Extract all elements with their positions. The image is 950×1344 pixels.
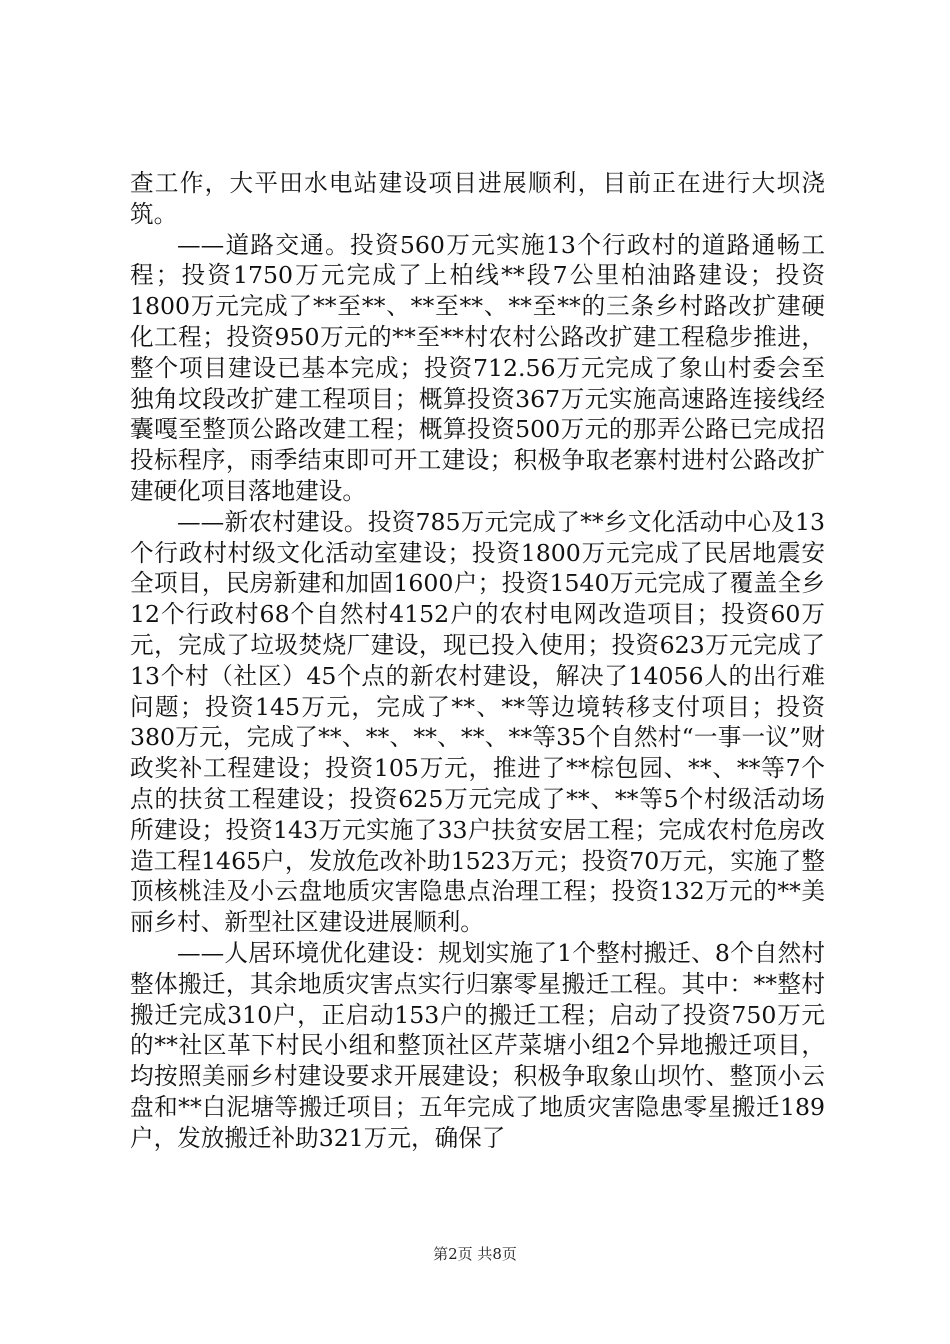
paragraph-new-rural-construction: ——新农村建设。投资785万元完成了**乡文化活动中心及13个行政村村级文化活动室建设；投资1800万元完成了民居地震安全项目，民房新建和加固1600户；投资1540万元完成了覆盖全乡12个行政村68个自然村4152户的农村电网改造项目；投资60万元，完成了垃圾焚烧厂建设，现已投入使用；投资623万元完成了13个村（社区）45个点的新农村建设，解决了14056人的出行难问题；投资145万元，完成了**、**等边境转移支付项目；投资380万元，完成了**、**、**、**、**等35个自然村“一事一议”财政奖补工程建设；投资105万元，推进了**棕包园、**、**等7个点的扶贫工程建设；投资625万元完成了**、**等5个村级活动场所建设；投资143万元实施了33户扶贫安居工程；完成农村危房改造工程1465户，发放危改补助1523万元；投资70万元，实施了整顶核桃洼及小云盘地质灾害隐患点治理工程；投资132万元的**美丽乡村、新型社区建设进展顺利。 [130,507,825,937]
paragraph-road-traffic: ——道路交通。投资560万元实施13个行政村的道路通畅工程；投资1750万元完成了上柏线**段7公里柏油路建设；投资1800万元完成了**至**、**至**、**至**的三条乡村路改扩建硬化工程；投资950万元的**至**村农村公路改扩建工程稳步推进，整个项目建设已基本完成；投资712.56万元完成了象山村委会至独角坟段改扩建工程项目；概算投资367万元实施高速路连接线经囊嘎至整顶公路改建工程；概算投资500万元的那弄公路已完成招投标程序，雨季结束即可开工建设；积极争取老寨村进村公路改扩建硬化项目落地建设。 [130,230,825,505]
document-body [130,168,825,1154]
page-number-footer: 第2页 共8页 [433,1245,517,1263]
paragraph-continuation: 查工作，大平田水电站建设项目进展顺利，目前正在进行大坝浇筑。 [130,169,825,228]
paragraph-living-environment: ——人居环境优化建设：规划实施了1个整村搬迁、8个自然村整体搬迁，其余地质灾害点实行归寨零星搬迁工程。其中：**整村搬迁完成310户，正启动153户的搬迁工程；启动了投资750万元的**社区革下村民小组和整顶社区芹菜塘小组2个异地搬迁项目，均按照美丽乡村建设要求开展建设；积极争取象山坝竹、整顶小云盘和**白泥塘等搬迁项目；五年完成了地质灾害隐患零星搬迁189户，发放搬迁补助321万元，确保了 [130,938,825,1152]
